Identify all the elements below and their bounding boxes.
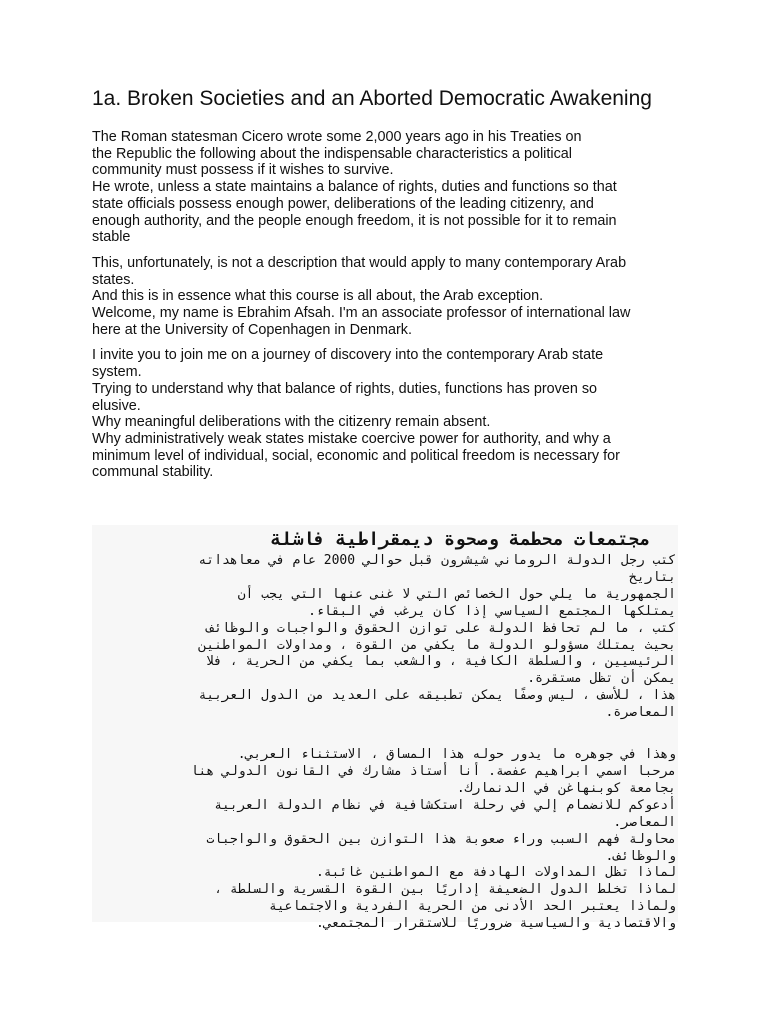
paragraph-1: [92, 129, 678, 246]
arabic-text-line: يمتلكها المجتمع السياسي إذا كان يرغب في البقاء.: [308, 603, 676, 619]
text-line: states.: [92, 271, 135, 288]
arabic-text-line: يمكن أن تظل مستقرة.: [527, 671, 676, 687]
text-line: communal stability.: [92, 464, 214, 481]
arabic-text-line: بتاريخ: [629, 569, 676, 585]
text-line: system.: [92, 364, 142, 381]
arabic-text-line: أدعوكم للانضمام إلي في رحلة استكشافية في نظام الدولة العربية: [214, 797, 676, 813]
text-line: Welcome, my name is Ebrahim Afsah. I'm an associate professor of international law: [92, 305, 631, 322]
arabic-text-line: بحيث يمتلك مسؤولو الدولة ما يكفي من القوة ، ومداولات المواطنين: [198, 637, 676, 653]
text-line: Trying to understand why that balance of rights, duties, functions has proven so: [92, 380, 598, 397]
paragraph-2: [92, 255, 678, 339]
text-line: enough authority, and the people enough freedom, it is not possible for it to remain: [92, 212, 617, 229]
arabic-text-line: ولماذا يعتبر الحد الأدنى من الحرية الفردية والاجتماعية: [269, 899, 676, 915]
arabic-text-line: والاقتصادية والسياسية ضروريًا للاستقرار المجتمعي.: [315, 916, 676, 932]
text-line: Why administratively weak states mistake coercive power for authority, and why a: [92, 430, 611, 447]
text-line: here at the University of Copenhagen in Denmark.: [92, 321, 412, 338]
arabic-text-line: المعاصر.: [613, 814, 676, 830]
arabic-text-line: مرحبا اسمي ابراهيم عفصة. أنا أستاذ مشارك في القانون الدولي هنا: [190, 763, 676, 779]
arabic-text-line: الجمهورية ما يلي حول الخصائص التي لا غنى عنها التي يجب أن: [237, 586, 676, 602]
text-line: community must possess if it wishes to survive.: [92, 162, 394, 179]
text-line: minimum level of individual, social, economic and political freedom is necessary for: [92, 447, 620, 464]
arabic-text-line: المعاصرة.: [605, 705, 676, 721]
english-body: [92, 129, 678, 481]
text-line: And this is in essence what this course is all about, the Arab exception.: [92, 288, 544, 305]
text-line: Why meaningful deliberations with the citizenry remain absent.: [92, 414, 491, 431]
paragraph-3: [92, 347, 678, 481]
arabic-text-line: الرئيسيين ، والسلطة الكافية ، والشعب بما يكفي من الحرية ، فلا: [206, 654, 676, 670]
arabic-text-line: بجامعة كوبنهاغن في الدنمارك.: [456, 780, 676, 796]
arabic-title: مجتمعات محطمة وصحوة ديمقراطية فاشلة: [270, 529, 650, 550]
arabic-translation-block: [92, 525, 678, 932]
arabic-text-line: لماذا تخلط الدول الضعيفة إداريًا بين القوة القسرية والسلطة ،: [214, 882, 676, 898]
arabic-text-line: وهذا في جوهره ما يدور حوله هذا المساق ، الاستثناء العربي.: [237, 747, 676, 763]
arabic-text-line: كتب ، ما لم تحافظ الدولة على توازن الحقوق والواجبات والوظائف: [206, 620, 676, 636]
text-line: stable: [92, 229, 131, 246]
text-line: I invite you to join me on a journey of discovery into the contemporary Arab state: [92, 347, 604, 364]
arabic-text-line: كتب رجل الدولة الروماني شيشرون قبل حوالي 2000 عام في معاهداته: [198, 553, 676, 568]
arabic-text-line: والوظائف.: [605, 848, 676, 864]
text-line: He wrote, unless a state maintains a balance of rights, duties and functions so that: [92, 179, 617, 196]
arabic-text-line: لماذا تظل المداولات الهادفة مع المواطنين غائبة.: [315, 865, 676, 881]
arabic-paragraph-1: [94, 553, 676, 722]
text-line: state officials possess enough power, deliberations of the leading citizenry, and: [92, 195, 594, 212]
arabic-text-line: هذا ، للأسف ، ليس وصفًا يمكن تطبيقه على العديد من الدول العربية: [198, 688, 676, 704]
text-line: The Roman statesman Cicero wrote some 2,000 years ago in his Treaties on: [92, 129, 582, 145]
text-line: elusive.: [92, 397, 141, 414]
document-title: 1a. Broken Societies and an Aborted Democratic Awakening: [92, 87, 652, 110]
text-line: the Republic the following about the indispensable characteristics a political: [92, 145, 572, 162]
arabic-text-line: محاولة فهم السبب وراء صعوبة هذا التوازن بين الحقوق والواجبات: [206, 831, 676, 847]
arabic-paragraph-2: [94, 747, 676, 933]
document-page: [92, 86, 678, 490]
arabic-paragraph-gap: [94, 722, 676, 747]
text-line: This, unfortunately, is not a description that would apply to many contemporary Arab: [92, 254, 627, 271]
